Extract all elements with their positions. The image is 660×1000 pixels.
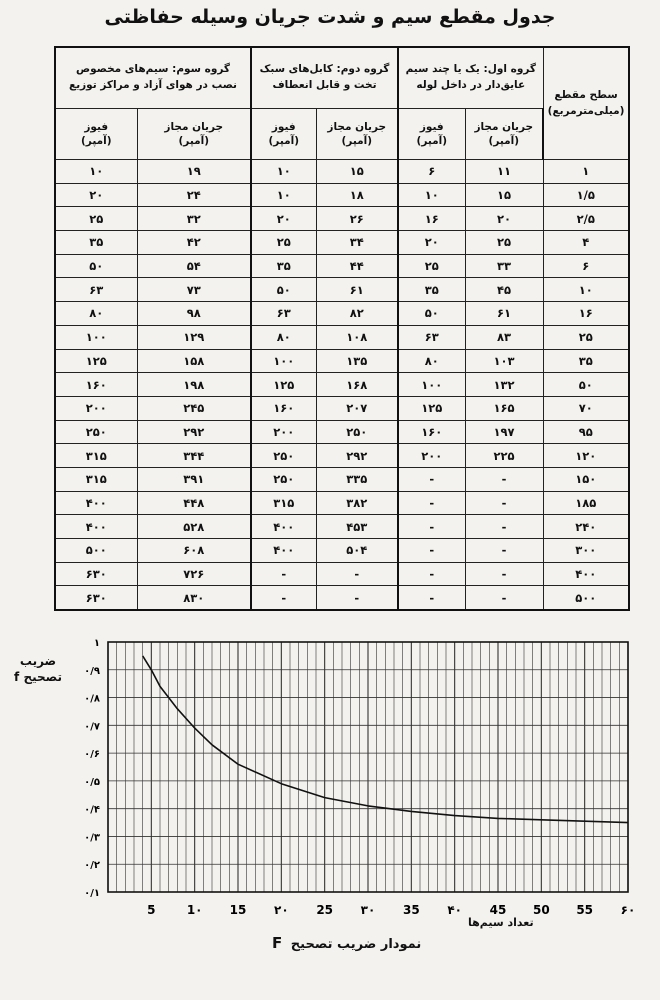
- cell-g1-fuse: -: [398, 467, 465, 491]
- cell-g2-current: ۲۶: [316, 207, 398, 231]
- group-1-header: گروه اول: یک یا چند سیم عایق‌دار در داخل لوله: [398, 47, 543, 109]
- y-tick-label: ۰/۸: [84, 693, 100, 705]
- cell-g3-fuse: ۱۰: [55, 160, 137, 184]
- cell-cross-section: ۴۰۰: [543, 562, 629, 586]
- cell-g2-fuse: ۲۰: [251, 207, 316, 231]
- cell-g2-fuse: -: [251, 586, 316, 610]
- cell-g2-fuse: ۳۱۵: [251, 491, 316, 515]
- cell-g2-current: ۱۵: [316, 160, 398, 184]
- cell-g3-fuse: ۱۰۰: [55, 325, 137, 349]
- cell-g2-fuse: ۴۰۰: [251, 539, 316, 563]
- cell-cross-section: ۹۵: [543, 420, 629, 444]
- cell-g2-fuse: -: [251, 562, 316, 586]
- cell-cross-section: ۲/۵: [543, 207, 629, 231]
- y-tick-label: ۰/۷: [84, 721, 100, 733]
- cell-g1-fuse: -: [398, 562, 465, 586]
- cell-g2-current: ۲۰۷: [316, 396, 398, 420]
- cell-g2-current: ۳۸۲: [316, 491, 398, 515]
- cell-g3-fuse: ۵۰: [55, 254, 137, 278]
- cell-g1-fuse: ۲۵: [398, 254, 465, 278]
- cell-g1-fuse: ۱۲۵: [398, 396, 465, 420]
- cell-g3-fuse: ۱۶۰: [55, 373, 137, 397]
- cell-cross-section: ۵۰: [543, 373, 629, 397]
- chart-xlabel: تعداد سیم‌ها: [468, 916, 534, 929]
- cell-cross-section: ۶: [543, 254, 629, 278]
- table-row: [55, 325, 629, 349]
- y-tick-label: ۰/۵: [84, 776, 100, 788]
- cell-g2-current: ۸۲: [316, 302, 398, 326]
- y-tick-label: ۰/۲: [84, 860, 100, 872]
- table-row: [55, 586, 629, 610]
- chart-title: نمودار ضریب تصحیح F: [272, 934, 422, 952]
- x-tick-label: 50: [532, 903, 550, 917]
- table-row: [55, 302, 629, 326]
- table-row: [55, 491, 629, 515]
- cell-g1-fuse: ۱۰۰: [398, 373, 465, 397]
- cell-g3-fuse: ۳۱۵: [55, 444, 137, 468]
- cell-g3-fuse: ۲۰: [55, 183, 137, 207]
- x-tick-label: 25: [316, 903, 334, 917]
- cell-g1-current: -: [465, 515, 543, 539]
- cell-g2-current: ۴۵۳: [316, 515, 398, 539]
- cell-g3-fuse: ۵۰۰: [55, 539, 137, 563]
- table-row: [55, 396, 629, 420]
- cell-g1-fuse: ۱۰: [398, 183, 465, 207]
- x-tick-label: 1۰: [186, 903, 203, 917]
- wire-current-table: [54, 46, 630, 611]
- cell-g2-current: ۱۳۵: [316, 349, 398, 373]
- table-row: [55, 231, 629, 255]
- cell-g3-fuse: ۱۲۵: [55, 349, 137, 373]
- page-title: جدول مقطع سیم و شدت جریان وسیله حفاظتی: [104, 6, 556, 28]
- table-row: [55, 539, 629, 563]
- cell-g2-current: ۵۰۴: [316, 539, 398, 563]
- cell-g1-current: ۱۳۲: [465, 373, 543, 397]
- cell-g1-current: -: [465, 491, 543, 515]
- cell-cross-section: ۱۰: [543, 278, 629, 302]
- cell-cross-section: ۴: [543, 231, 629, 255]
- table-row: [55, 183, 629, 207]
- x-tick-label: 45: [489, 903, 507, 917]
- cell-g2-fuse: ۱۰: [251, 160, 316, 184]
- y-tick-label: ۱: [93, 638, 100, 649]
- cell-g3-fuse: ۲۵: [55, 207, 137, 231]
- cell-g2-current: -: [316, 586, 398, 610]
- cell-cross-section: ۱۸۵: [543, 491, 629, 515]
- cell-g2-current: ۱۶۸: [316, 373, 398, 397]
- cell-g3-current: ۷۲۶: [137, 562, 251, 586]
- cell-g1-fuse: -: [398, 586, 465, 610]
- cell-g3-fuse: ۲۵۰: [55, 420, 137, 444]
- cell-g3-current: ۴۴۸: [137, 491, 251, 515]
- cell-g1-current: ۸۳: [465, 325, 543, 349]
- cell-g3-fuse: ۴۰۰: [55, 491, 137, 515]
- cell-g2-current: ۳۳۵: [316, 467, 398, 491]
- cell-g1-fuse: -: [398, 515, 465, 539]
- cell-cross-section: ۱/۵: [543, 183, 629, 207]
- cell-cross-section: ۱۵۰: [543, 467, 629, 491]
- cell-g1-fuse: ۶۳: [398, 325, 465, 349]
- cell-g1-current: ۱۹۷: [465, 420, 543, 444]
- cell-g3-fuse: ۶۳۰: [55, 562, 137, 586]
- cell-g2-current: ۴۴: [316, 254, 398, 278]
- cell-g2-fuse: ۲۵۰: [251, 467, 316, 491]
- cell-g2-current: ۲۹۲: [316, 444, 398, 468]
- cell-cross-section: ۳۰۰: [543, 539, 629, 563]
- cell-g1-fuse: ۱۶: [398, 207, 465, 231]
- cell-g2-current: ۳۴: [316, 231, 398, 255]
- cell-g3-current: ۸۳۰: [137, 586, 251, 610]
- x-tick-label: ۳۰: [360, 903, 376, 917]
- group-2-current-header: جریان مجاز (آمپر): [316, 109, 398, 160]
- cell-cross-section: ۲۵: [543, 325, 629, 349]
- x-tick-label: ۲۰: [274, 903, 289, 917]
- cell-g1-current: -: [465, 586, 543, 610]
- cell-g1-fuse: ۲۰: [398, 231, 465, 255]
- cell-g2-current: ۱۰۸: [316, 325, 398, 349]
- cell-g3-current: ۲۴: [137, 183, 251, 207]
- chart-title-symbol: F: [272, 934, 283, 952]
- cell-g2-current: ۱۸: [316, 183, 398, 207]
- cell-g3-fuse: ۳۵: [55, 231, 137, 255]
- cell-cross-section: ۱۶: [543, 302, 629, 326]
- cell-cross-section: ۲۴۰: [543, 515, 629, 539]
- group-3-current-header: جریان مجاز (آمپر): [137, 109, 251, 160]
- group-1-current-header: جریان مجاز (آمپر): [465, 109, 543, 160]
- table-row: [55, 420, 629, 444]
- cell-g1-fuse: ۸۰: [398, 349, 465, 373]
- table-row: [55, 207, 629, 231]
- cell-g3-fuse: ۸۰: [55, 302, 137, 326]
- cell-g3-current: ۵۲۸: [137, 515, 251, 539]
- cell-g3-current: ۱۲۹: [137, 325, 251, 349]
- cell-g1-fuse: ۱۶۰: [398, 420, 465, 444]
- table-row: [55, 254, 629, 278]
- chart-ylabel: ضریب تصحیح f: [14, 654, 62, 684]
- cell-g3-current: ۳۲: [137, 207, 251, 231]
- cross-section-header: سطح مقطع (میلی‌مترمربع): [543, 47, 629, 160]
- cell-g2-fuse: ۲۵: [251, 231, 316, 255]
- cell-g1-current: ۱۶۵: [465, 396, 543, 420]
- cell-g3-current: ۶۰۸: [137, 539, 251, 563]
- cell-g1-current: ۲۵: [465, 231, 543, 255]
- cell-g1-fuse: ۳۵: [398, 278, 465, 302]
- correction-factor-chart: [0, 630, 660, 1000]
- cell-g3-current: ۳۹۱: [137, 467, 251, 491]
- cell-g2-fuse: ۵۰: [251, 278, 316, 302]
- group-2-fuse-header: فیوز (آمپر): [251, 109, 316, 160]
- cell-g3-current: ۲۴۵: [137, 396, 251, 420]
- cell-g2-fuse: ۲۰۰: [251, 420, 316, 444]
- cell-g3-current: ۲۹۲: [137, 420, 251, 444]
- table-row: [55, 160, 629, 184]
- cell-g1-current: ۴۵: [465, 278, 543, 302]
- cell-g1-fuse: ۶: [398, 160, 465, 184]
- cell-g1-fuse: ۲۰۰: [398, 444, 465, 468]
- table-row: [55, 349, 629, 373]
- cell-g1-fuse: -: [398, 491, 465, 515]
- x-tick-label: 5: [147, 903, 156, 917]
- y-tick-label: ۰/۴: [84, 804, 100, 816]
- table-row: [55, 373, 629, 397]
- group-1-fuse-header: فیوز (آمپر): [398, 109, 465, 160]
- cell-g2-fuse: ۴۰۰: [251, 515, 316, 539]
- y-tick-label: ۰/۹: [84, 665, 100, 677]
- cell-g1-current: ۲۲۵: [465, 444, 543, 468]
- cell-g2-fuse: ۱۶۰: [251, 396, 316, 420]
- cell-g3-fuse: ۲۰۰: [55, 396, 137, 420]
- cell-cross-section: ۷۰: [543, 396, 629, 420]
- y-tick-label: ۰/۱: [84, 888, 100, 899]
- cell-g3-fuse: ۴۰۰: [55, 515, 137, 539]
- cell-g1-current: ۳۳: [465, 254, 543, 278]
- cell-g1-current: -: [465, 467, 543, 491]
- cell-g1-current: -: [465, 562, 543, 586]
- group-2-header: گروه دوم: کابل‌های سبک تخت و قابل انعطاف: [251, 47, 398, 109]
- cell-g2-fuse: ۲۵۰: [251, 444, 316, 468]
- cell-cross-section: ۱۲۰: [543, 444, 629, 468]
- y-tick-label: ۰/۳: [84, 832, 100, 844]
- cell-g1-current: ۲۰: [465, 207, 543, 231]
- x-tick-label: 55: [576, 903, 594, 917]
- cell-g3-fuse: ۳۱۵: [55, 467, 137, 491]
- table-body: [55, 160, 629, 611]
- table-row: [55, 515, 629, 539]
- x-tick-label: 35: [402, 903, 420, 917]
- cell-g2-fuse: ۶۳: [251, 302, 316, 326]
- cell-g2-current: ۲۵۰: [316, 420, 398, 444]
- cell-g2-fuse: ۱۰۰: [251, 349, 316, 373]
- cell-g1-current: ۱۱: [465, 160, 543, 184]
- cell-g2-current: ۶۱: [316, 278, 398, 302]
- table-row: [55, 278, 629, 302]
- cell-g1-current: ۶۱: [465, 302, 543, 326]
- cell-g3-current: ۱۵۸: [137, 349, 251, 373]
- table-row: [55, 467, 629, 491]
- cell-g3-current: ۵۴: [137, 254, 251, 278]
- cell-g1-current: ۱۵: [465, 183, 543, 207]
- y-tick-label: ۰/۶: [84, 749, 100, 761]
- cell-g3-current: ۱۹: [137, 160, 251, 184]
- group-3-fuse-header: فیوز (آمپر): [55, 109, 137, 160]
- x-tick-label: ۴۰: [447, 903, 462, 917]
- table-row: [55, 562, 629, 586]
- cell-g3-fuse: ۶۳۰: [55, 586, 137, 610]
- cell-g1-fuse: -: [398, 539, 465, 563]
- cell-g2-fuse: ۱۲۵: [251, 373, 316, 397]
- cell-g2-fuse: ۸۰: [251, 325, 316, 349]
- cell-g2-fuse: ۱۰: [251, 183, 316, 207]
- cell-g3-current: ۷۳: [137, 278, 251, 302]
- cell-cross-section: ۱: [543, 160, 629, 184]
- cell-g3-current: ۴۲: [137, 231, 251, 255]
- cell-g3-current: ۳۴۴: [137, 444, 251, 468]
- group-3-header: گروه سوم: سیم‌های مخصوص نصب در هوای آزاد و مراکز توزیع: [55, 47, 251, 109]
- cell-g2-fuse: ۳۵: [251, 254, 316, 278]
- cell-cross-section: ۳۵: [543, 349, 629, 373]
- cell-g1-fuse: ۵۰: [398, 302, 465, 326]
- cell-g1-current: ۱۰۳: [465, 349, 543, 373]
- cell-g2-current: -: [316, 562, 398, 586]
- cell-g3-current: ۹۸: [137, 302, 251, 326]
- x-tick-label: ۶۰: [620, 903, 636, 917]
- cell-g1-current: -: [465, 539, 543, 563]
- cell-g3-current: ۱۹۸: [137, 373, 251, 397]
- x-tick-label: 15: [229, 903, 247, 917]
- cell-cross-section: ۵۰۰: [543, 586, 629, 610]
- cell-g3-fuse: ۶۳: [55, 278, 137, 302]
- table-row: [55, 444, 629, 468]
